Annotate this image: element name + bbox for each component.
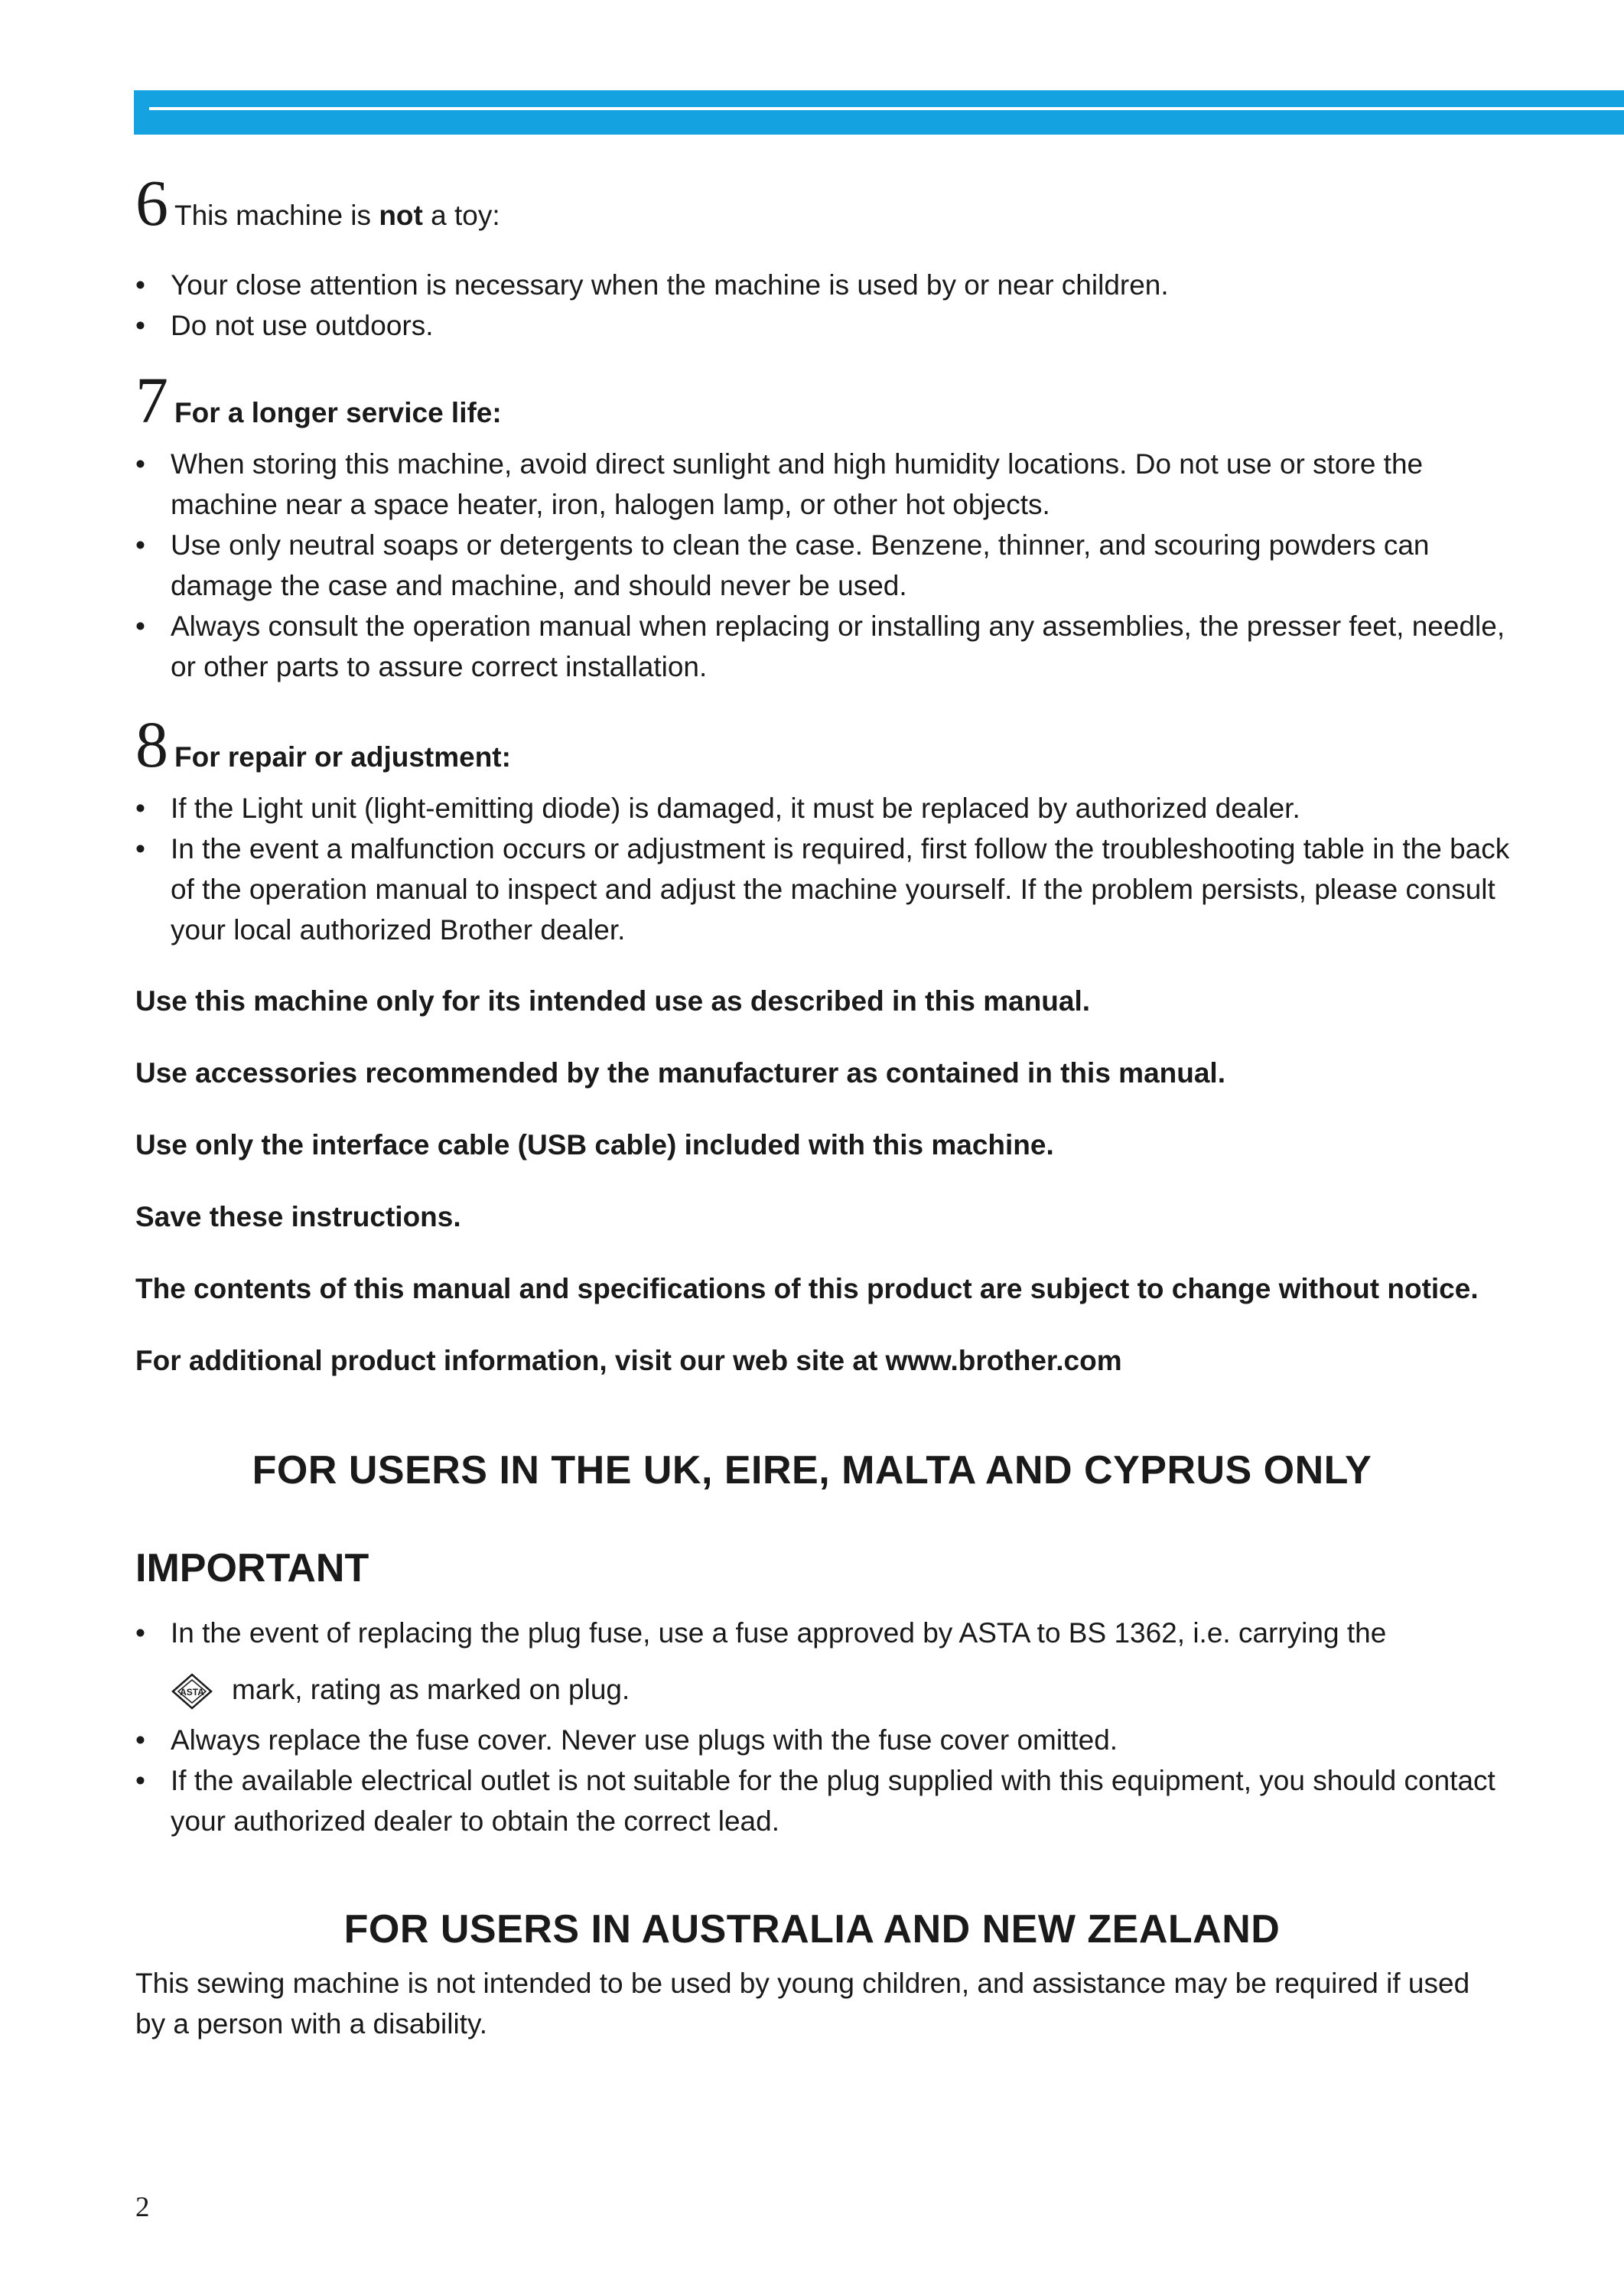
section-6-heading — [135, 166, 500, 239]
au-text: This sewing machine is not intended to be used by young children, and assistance may be required if used by a person with a disability. — [135, 1968, 1470, 2039]
uk-bullet-1 — [135, 1613, 1512, 1653]
asta-mark-text-cont: mark, rating as marked on plug. — [232, 1674, 630, 1705]
section-number: 8 — [135, 708, 168, 781]
page-number: 2 — [135, 2192, 150, 2223]
list-item: • Always replace the fuse cover. Never use plugs with the fuse cover omitted. — [135, 1724, 1118, 1756]
statement-accessories: Use accessories recommended by the manufacturer as contained in this manual. — [135, 1057, 1225, 1089]
list-item: • In the event a malfunction occurs or adjustment is required, first follow the troubleshooting table in the back of the operation manual to inspect and adjust the machine yourself. If the problem persists, please consult your local authorized Brother dealer. — [135, 833, 1510, 946]
section-title: For a longer service life: — [174, 397, 502, 428]
section-8-bullets — [135, 788, 1512, 950]
statement-intended-use: Use this machine only for its intended use as described in this manual. — [135, 985, 1091, 1017]
au-heading: FOR USERS IN AUSTRALIA AND NEW ZEALAND — [343, 1907, 1281, 1952]
section-title-pre: This machine is — [174, 200, 379, 231]
section-title-emphasis: not — [379, 200, 423, 231]
section-7-bullets — [135, 444, 1512, 687]
list-item: • If the available electrical outlet is not suitable for the plug supplied with this equipment, you should contact your authorized dealer to obtain the correct lead. — [135, 1765, 1495, 1837]
section-title: For repair or adjustment: — [174, 741, 511, 773]
header-bar-line — [149, 107, 1624, 110]
asta-mark-icon — [171, 1672, 213, 1711]
section-number: 6 — [135, 166, 168, 239]
list-item: • Do not use outdoors. — [135, 310, 434, 341]
statement-web-site: For additional product information, visit our web site at www.brother.com — [135, 1345, 1122, 1376]
list-item: • Your close attention is necessary when the machine is used by or near children. — [135, 269, 1169, 301]
statement-save-instructions: Save these instructions. — [135, 1201, 461, 1232]
list-item: • Use only neutral soaps or detergents to clean the case. Benzene, thinner, and scouring powders can damage the case and machine, and should never be used. — [135, 529, 1430, 601]
section-8-heading — [135, 708, 511, 781]
statement-subject-to-change: The contents of this manual and specifications of this product are subject to change without notice. — [135, 1273, 1479, 1304]
uk-bullets — [135, 1720, 1512, 1841]
section-7-heading — [135, 363, 502, 437]
list-item: • When storing this machine, avoid direct sunlight and high humidity locations. Do not use or store the machine near a space heater, iron, halogen lamp, or other hot objects. — [135, 448, 1424, 520]
list-item: • Always consult the operation manual when replacing or installing any assemblies, the presser feet, needle, or other parts to assure correct installation. — [135, 610, 1505, 682]
section-number: 7 — [135, 363, 168, 437]
list-item: • In the event of replacing the plug fuse, use a fuse approved by ASTA to BS 1362, i.e. carrying the — [135, 1617, 1387, 1649]
section-6-bullets — [135, 265, 1512, 346]
section-title-post: a toy: — [422, 200, 500, 231]
statement-usb-cable: Use only the interface cable (USB cable) included with this machine. — [135, 1129, 1054, 1161]
asta-mark-line — [171, 1669, 630, 1711]
uk-heading: FOR USERS IN THE UK, EIRE, MALTA AND CYPRUS ONLY — [252, 1448, 1372, 1493]
list-item: • If the Light unit (light-emitting diode) is damaged, it must be replaced by authorized dealer. — [135, 793, 1300, 824]
important-heading: IMPORTANT — [135, 1546, 369, 1590]
header-bar — [134, 90, 1624, 135]
asta-mark-text: ASTA — [180, 1687, 204, 1698]
